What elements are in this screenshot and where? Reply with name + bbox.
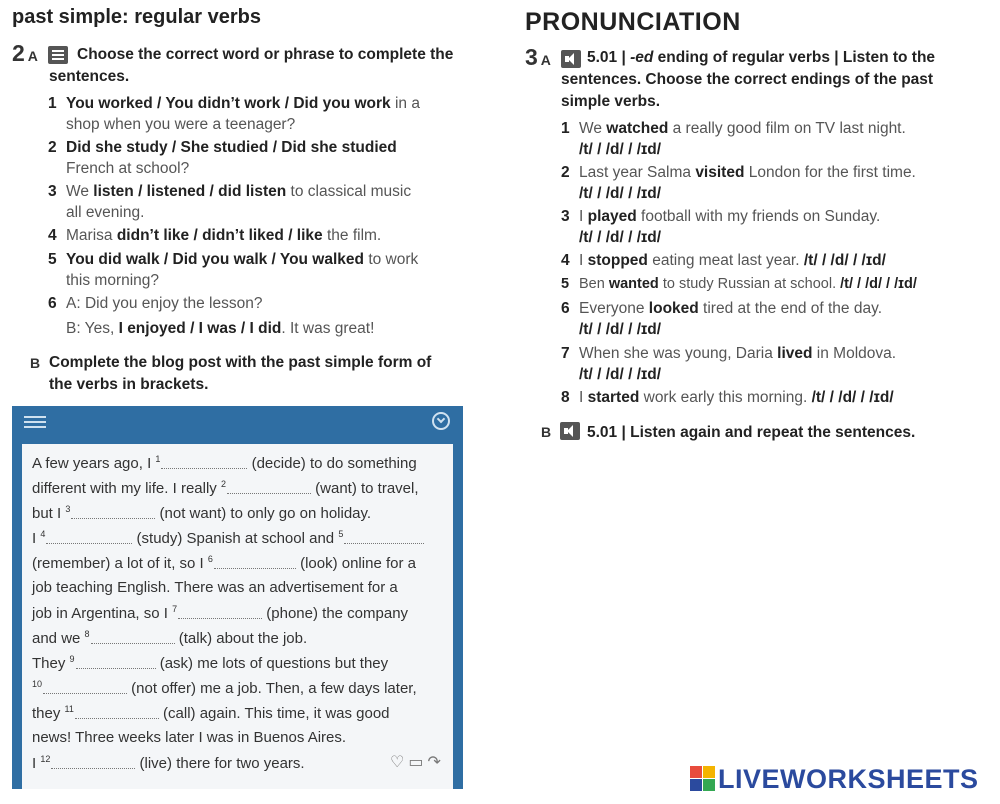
ending-choices[interactable]: /t/ / /d/ / /ɪd/: [579, 229, 662, 246]
ex2-item-4: 4 Marisa didn’t like / didn’t liked / like the film.: [48, 227, 382, 244]
exercise-letter: A: [540, 52, 551, 68]
ex3-item-6: 6 Everyone looked tired at the end of the day. /t/ / /d/ / /ɪd/: [561, 300, 883, 338]
exercise-b-letter: B: [30, 355, 41, 371]
exercise-letter: A: [27, 48, 38, 64]
ending-choices[interactable]: /t/ / /d/ / /ɪd/: [579, 321, 662, 338]
ex3-item-4: 4 I stopped eating meat last year. /t/ / /d/ / /ɪd/: [561, 252, 886, 269]
answer-gap-7[interactable]: [178, 606, 262, 619]
exercise-b-instruction-2: the verbs in brackets.: [49, 376, 209, 393]
speaker-icon[interactable]: [560, 422, 580, 440]
blog-line-6: job teaching English. There was an advertisement for a: [32, 579, 398, 596]
heart-icon[interactable]: ♡: [390, 754, 409, 771]
answer-gap-3[interactable]: [71, 506, 155, 519]
answer-gap-1[interactable]: [161, 456, 247, 469]
brand-text: LIVEWORKSHEETS: [718, 764, 979, 794]
liveworksheets-logo: [690, 764, 979, 795]
blog-line-12: news! Three weeks later I was in Buenos Aires.: [32, 729, 347, 746]
answer-gap-4[interactable]: [46, 531, 132, 544]
blog-panel: [12, 406, 463, 789]
blog-line-3: but I $^3$ (not want) to only go on holiday.: [32, 504, 372, 522]
answer-gap-12[interactable]: [51, 756, 135, 769]
chevron-circle-icon[interactable]: [432, 412, 450, 430]
blog-line-13: I $^{12}$ (live) there for two years.: [32, 754, 305, 772]
blog-toolbar: [12, 406, 463, 436]
ending-choices[interactable]: /t/ / /d/ / /ɪd/: [579, 366, 662, 383]
blog-line-7: job in Argentina, so I $^7$ (phone) the company: [32, 604, 409, 622]
ex3-item-5: 5 Ben wanted to study Russian at school. /t/ / /d/ / /ɪd/: [561, 276, 917, 292]
blog-post: [22, 444, 453, 789]
blog-line-4: I $^4$ (study) Spanish at school and $^5$: [32, 529, 424, 547]
share-icon[interactable]: ↷: [427, 754, 445, 771]
ex2-item-6: 6 A: Did you enjoy the lesson?: [48, 295, 263, 312]
ending-choices[interactable]: /t/ / /d/ / /ɪd/: [803, 252, 886, 269]
ex2-item-6-b: B: Yes, I enjoyed / I was / I did. It was great!: [66, 320, 375, 337]
comment-icon[interactable]: ▭: [408, 754, 428, 771]
blog-action-icons: [390, 752, 445, 772]
answer-gap-11[interactable]: [75, 706, 159, 719]
exercise-3a-instruction-2: sentences. Choose the correct endings of the past: [561, 71, 934, 88]
exercise-number: 3: [525, 44, 538, 70]
answer-gap-10[interactable]: [43, 681, 127, 694]
ex3-item-1: 1 We watched a really good film on TV last night. /t/ / /d/ / /ɪd/: [561, 120, 906, 158]
ex3-item-3: 3 I played football with my friends on Sunday. /t/ / /d/ / /ɪd/: [561, 208, 881, 246]
blog-line-1: A few years ago, I $^1$ (decide) to do something: [32, 454, 417, 472]
section-title-past-simple: past simple: regular verbs: [12, 6, 261, 28]
exercise-3a-instruction-3: simple verbs.: [561, 93, 661, 110]
exercise-3a-instruction-1: 5.01 | -ed ending of regular verbs | Listen to the: [587, 49, 936, 66]
exercise-2a-instruction-2: sentences.: [49, 68, 130, 85]
answer-gap-9[interactable]: [76, 656, 156, 669]
liveworksheets-logo-icon: [690, 766, 716, 792]
blog-line-10: $^{10}$ (not offer) me a job. Then, a few days later,: [32, 679, 417, 697]
ending-choices[interactable]: /t/ / /d/ / /ɪd/: [579, 141, 662, 158]
ex2-item-5: 5 You did walk / Did you walk / You walked to work this morning?: [48, 251, 419, 289]
ending-choices[interactable]: /t/ / /d/ / /ɪd/: [840, 276, 917, 292]
ex2-item-3: 3 We listen / listened / did listen to classical music all evening.: [48, 183, 412, 221]
ex3-item-7: 7 When she was young, Daria lived in Moldova. /t/ / /d/ / /ɪd/: [561, 345, 897, 383]
exercise-2a-instruction-1: Choose the correct word or phrase to complete the: [77, 46, 454, 63]
exercise-3b-instruction: 5.01 | Listen again and repeat the sentences.: [587, 424, 916, 441]
ending-choices[interactable]: /t/ / /d/ / /ɪd/: [579, 185, 662, 202]
hamburger-icon[interactable]: [24, 416, 46, 418]
exercise-b-instruction-1: Complete the blog post with the past simple form of: [49, 354, 432, 371]
exercise-2a-header: [12, 40, 68, 67]
speaker-icon[interactable]: [561, 50, 581, 68]
ex2-item-2: 2 Did she study / She studied / Did she studied French at school?: [48, 139, 397, 177]
answer-gap-6[interactable]: [214, 556, 296, 569]
answer-gap-5[interactable]: [344, 531, 424, 544]
blog-line-2: different with my life. I really $^2$ (want) to travel,: [32, 479, 419, 497]
answer-gap-2[interactable]: [227, 481, 311, 494]
ending-choices[interactable]: /t/ / /d/ / /ɪd/: [811, 389, 894, 406]
section-title-pronunciation: PRONUNCIATION: [525, 8, 741, 36]
blog-line-9: They $^9$ (ask) me lots of questions but they: [32, 654, 389, 672]
exercise-3a-header: [525, 44, 581, 71]
answer-gap-8[interactable]: [91, 631, 175, 644]
ex2-item-1: 1 You worked / You didn’t work / Did you work in a shop when you were a teenager?: [48, 95, 420, 133]
ex3-item-8: 8 I started work early this morning. /t/ / /d/ / /ɪd/: [561, 389, 894, 406]
blog-line-11: they $^{11}$ (call) again. This time, it was good: [32, 704, 390, 722]
exercise-number: 2: [12, 40, 25, 66]
blog-line-8: and we $^8$ (talk) about the job.: [32, 629, 308, 647]
blog-line-5: (remember) a lot of it, so I $^6$ (look) online for a: [32, 554, 416, 572]
document-icon: [48, 46, 68, 64]
exercise-3b-header: [541, 422, 580, 442]
exercise-letter: B: [541, 424, 552, 440]
ex3-item-2: 2 Last year Salma visited London for the first time. /t/ / /d/ / /ɪd/: [561, 164, 916, 202]
